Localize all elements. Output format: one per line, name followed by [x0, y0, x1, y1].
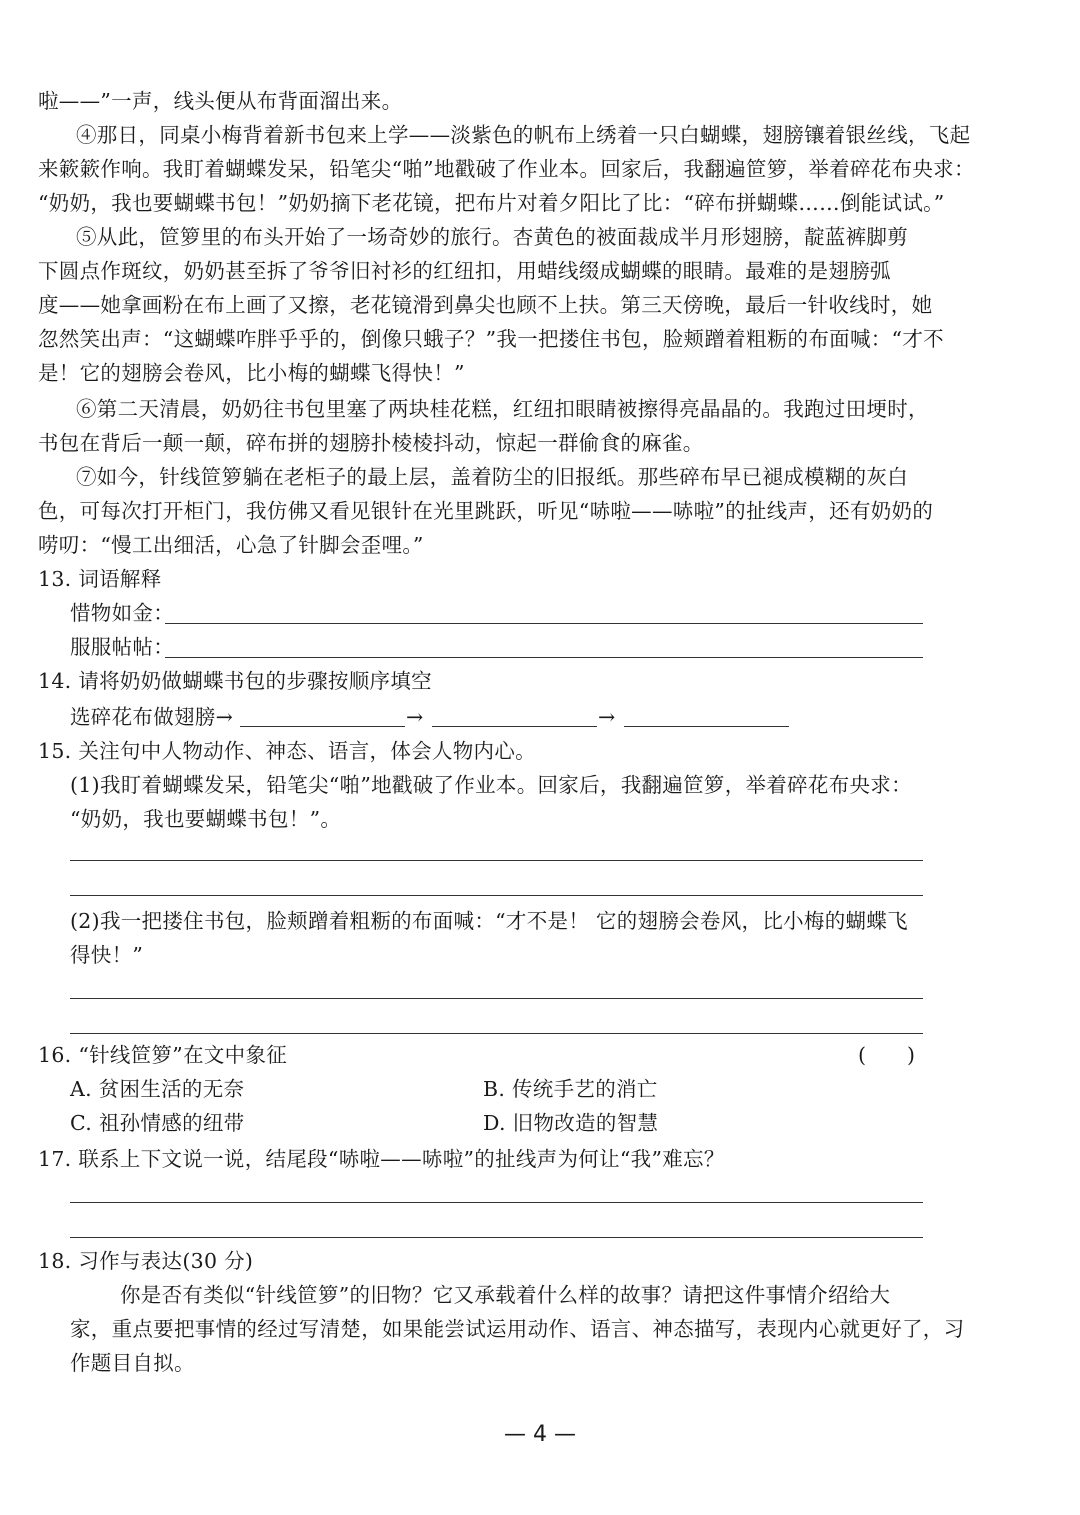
q16-option-d[interactable]: D. 旧物改造的智慧: [483, 1111, 659, 1135]
q13-answer-line-a[interactable]: [165, 623, 923, 624]
q18-prompt-line: 作题目自拟。: [70, 1351, 195, 1375]
q14-step-start: 选碎花布做翅膀→: [70, 705, 234, 729]
q15-2-line: 得快！”: [70, 943, 144, 967]
q16-option-c[interactable]: C. 祖孙情感的纽带: [70, 1111, 245, 1135]
q13-term-b: 服服帖帖：: [70, 635, 174, 659]
paragraph-5-line: 下圆点作斑纹，奶奶甚至拆了爷爷旧衬衫的红纽扣，用蜡线缀成蝴蝶的眼睛。最难的是翅膀弧: [38, 259, 891, 283]
paragraph-4-line: 来簌簌作响。我盯着蝴蝶发呆，铅笔尖“啪”地戳破了作业本。回家后，我翻遍笸箩，举着碎花布央求：: [38, 157, 975, 181]
question-13-title: 13. 词语解释: [38, 567, 162, 591]
q15-1-answer-line[interactable]: [70, 895, 923, 896]
q16-option-a[interactable]: A. 贫困生活的无奈: [70, 1077, 245, 1101]
paragraph-5-line: 是！它的翅膀会卷风，比小梅的蝴蝶飞得快！”: [38, 361, 465, 385]
paragraph-5-line: ⑤从此，笸箩里的布头开始了一场奇妙的旅行。杏黄色的被面裁成半月形翅膀，靛蓝裤脚剪: [76, 225, 908, 249]
q14-blank-3[interactable]: [624, 726, 789, 727]
question-15-title: 15. 关注句中人物动作、神态、语言，体会人物内心。: [38, 739, 536, 763]
paragraph-7-line: 色，可每次打开柜门，我仿佛又看见银针在光里跳跃，听见“哧啦——哧啦”的扯线声，还有奶奶的: [38, 499, 934, 523]
paragraph-4-line: ④那日，同桌小梅背着新书包来上学——淡紫色的帆布上绣着一只白蝴蝶，翅膀镶着银丝线，飞起: [76, 123, 971, 147]
question-16-title: 16. “针线笸箩”在文中象征: [38, 1043, 288, 1067]
q15-1-answer-line[interactable]: [70, 860, 923, 861]
q13-term-a: 惜物如金：: [70, 601, 174, 625]
question-18-title: 18. 习作与表达(30 分): [38, 1249, 254, 1273]
paragraph-6-line: ⑥第二天清晨，奶奶往书包里塞了两块桂花糕，红纽扣眼睛被擦得亮晶晶的。我跑过田埂时，: [76, 397, 929, 421]
q15-1-line: (1)我盯着蝴蝶发呆，铅笔尖“啪”地戳破了作业本。回家后，我翻遍笸箩，举着碎花布央求：: [70, 773, 912, 797]
paragraph-5-line: 忽然笑出声：“这蝴蝶咋胖乎乎的，倒像只蛾子？”我一把搂住书包，脸颊蹭着粗粝的布面喊：“才不: [38, 327, 944, 351]
paragraph-4-line: “奶奶，我也要蝴蝶书包！”奶奶摘下老花镜，把布片对着夕阳比了比：“碎布拼蝴蝶……倒能试试。”: [38, 191, 945, 215]
q16-option-b[interactable]: B. 传统手艺的消亡: [483, 1077, 658, 1101]
q15-2-answer-line[interactable]: [70, 998, 923, 999]
q15-2-line: (2)我一把搂住书包，脸颊蹭着粗粝的布面喊：“才不是！ 它的翅膀会卷风，比小梅的蝴蝶飞: [70, 909, 908, 933]
page-number: — 4 —: [504, 1422, 576, 1447]
q18-prompt-line: 家，重点要把事情的经过写清楚，如果能尝试运用动作、语言、神态描写，表现内心就更好了，习: [70, 1317, 965, 1341]
q15-2-answer-line[interactable]: [70, 1033, 923, 1034]
q17-answer-line[interactable]: [70, 1237, 923, 1238]
q14-blank-1[interactable]: [240, 726, 405, 727]
q14-arrow-2: →: [598, 705, 616, 729]
q13-answer-line-b[interactable]: [165, 657, 923, 658]
q16-answer-parentheses[interactable]: ( ): [858, 1043, 915, 1067]
paragraph-7-line: ⑦如今，针线笸箩躺在老柜子的最上层，盖着防尘的旧报纸。那些碎布早已褪成模糊的灰白: [76, 465, 908, 489]
q15-1-line: “奶奶，我也要蝴蝶书包！”。: [70, 807, 342, 831]
passage-line: 啦——”一声，线头便从布背面溜出来。: [38, 89, 403, 113]
paragraph-7-line: 唠叨：“慢工出细活，心急了针脚会歪哩。”: [38, 533, 424, 557]
q18-prompt-line: 你是否有类似“针线笸箩”的旧物？它又承载着什么样的故事？请把这件事情介绍给大: [120, 1283, 891, 1307]
paragraph-5-line: 度——她拿画粉在布上画了又擦，老花镜滑到鼻尖也顾不上扶。第三天傍晚，最后一针收线时，她: [38, 293, 933, 317]
paragraph-6-line: 书包在背后一颠一颠，碎布拼的翅膀扑棱棱抖动，惊起一群偷食的麻雀。: [38, 431, 704, 455]
question-14-title: 14. 请将奶奶做蝴蝶书包的步骤按顺序填空: [38, 669, 432, 693]
q14-blank-2[interactable]: [432, 726, 597, 727]
question-17-title: 17. 联系上下文说一说，结尾段“哧啦——哧啦”的扯线声为何让“我”难忘？: [38, 1147, 725, 1171]
q14-arrow-1: →: [406, 705, 424, 729]
q17-answer-line[interactable]: [70, 1202, 923, 1203]
